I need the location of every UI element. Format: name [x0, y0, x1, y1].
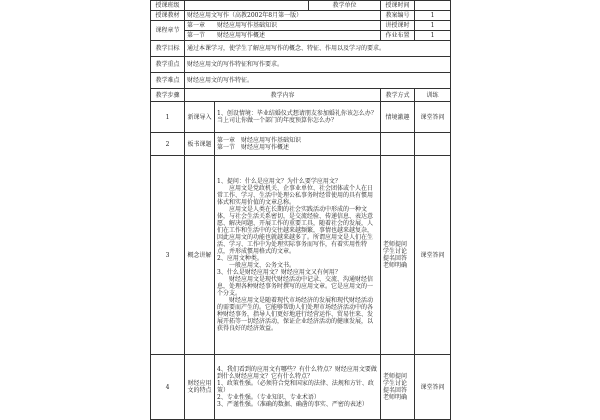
step-title: 财经应用文的特点 [185, 355, 215, 420]
header-row-textbook [151, 11, 451, 21]
step-training: 课堂答问 [415, 355, 451, 420]
step-method [381, 133, 415, 156]
step-title: 概念讲解 [185, 156, 215, 355]
step-no: 4 [151, 355, 185, 420]
step-row [151, 355, 451, 420]
step-method [381, 355, 415, 420]
key-text: 财经应用文的写作特征和写作要求。 [185, 57, 451, 73]
step-content [215, 156, 381, 355]
step-training: 课堂答问 [415, 156, 451, 355]
chapter-line-1: 第一章 财经应用写作基础知识 [185, 21, 381, 31]
class-label: 授课班级 [151, 1, 185, 11]
step-row [151, 133, 451, 156]
step-method [381, 156, 415, 355]
step-no: 3 [151, 156, 185, 355]
goal-text: 通过本课学习，使学生了解应用写作的概念、特征、作用以及学习的要求。 [185, 41, 451, 57]
goal-row [151, 41, 451, 57]
lesson-no-label: 教案编号 [381, 11, 415, 21]
col-method: 教学方式 [381, 89, 415, 102]
step-method: 情境激趣 [381, 102, 415, 133]
step-method-text: 老师提问 学生讨论 提名回答 老师明确 [383, 373, 408, 401]
hours-value: 1 [415, 21, 451, 31]
practice-value: 1 [415, 31, 451, 41]
chapter-line-2: 第一节 财经应用写作概述 [185, 31, 381, 41]
step-content-text: 4、我们看到的应用文有哪些？有什么特点？财经应用文要做到什么财经应用文？它有什么特点？ 1、政策性强。（必须符合党和国家的法律、法规和方针、政策） 2、专业性强。（专业知识、专业术语） 3、严谨性强。（准确的数据、确凿的事实、严密的表述） [217, 366, 377, 408]
step-row [151, 102, 451, 133]
step-title: 新课导入 [185, 102, 215, 133]
col-steps: 教学步骤 [151, 89, 185, 102]
key-row [151, 57, 451, 73]
difficulty-text: 财经应用文的写作特征。 [185, 73, 451, 89]
textbook-value: 财经应用文写作（高教2002年8月第一版） [185, 11, 381, 21]
header-row-section [151, 31, 451, 41]
practice-label: 作业布置 [381, 31, 415, 41]
chapter-label: 课程章节 [151, 21, 185, 41]
step-content-text: 1、提问：什么是应用文？为什么要学应用文？ 应用文是党政机关、企事业单位、社会团体或个人在日常工作、学习、生活中处理公私事务时经常使用的具有惯用体式和实用价值的文章总称。 应用文是人类在长期的社会实践活动中形成的一种文体，与社会生活关系密切，是交流经验、传递信息、表达意愿、解决问题、开展工作的重要工具，随着社会的发展，人们在工作和生活中的交往越来越频繁，事情也越来越复杂，因此应用文的功能也就越来越多了。所谓应用文是人们在生活、学习、工作中为处理实际事务而写作，有着实用性特点，并形成惯用格式的文章。 2、应用文种类。 一般应用文、公务文书。 3、什么是财经应用文？财经应用文又有何用？ 财经应用文是现代财经活动中记录、交流、沟通财经信息，处理各种财经事务时撰写的应用文章。它是应用文的一个分支。 财经应用文是随着现代市场经济的发展和现代财经活动的需要而产生的。它能够帮助人们处理市场经济活动中的各种财经事务，指导人们更好地进行经营运作、贸易往来、发展开拓等一切经济活动，保证企业经济活动的健康发展，以获得良好的经济效益。 [217, 178, 374, 332]
step-content [215, 355, 381, 420]
key-label: 教学重点 [151, 57, 185, 73]
step-method-text: 老师提问 学生讨论 提名回答 老师明确 [383, 241, 408, 269]
step-training: 课堂答问 [415, 102, 451, 133]
step-content-text: 1、创设情境：毕业结婚仪式想请朋友参加婚礼你该怎么办？当上司让你做一个部门的年度预算你怎么办？ [217, 110, 377, 124]
difficulty-label: 教学难点 [151, 73, 185, 89]
step-content-text: 第一章 财经应用写作基础知识 第一节 财经应用写作概述 [217, 137, 302, 151]
step-no: 2 [151, 133, 185, 156]
col-content: 教学内容 [185, 89, 381, 102]
class-value [185, 1, 309, 11]
textbook-label: 授课教材 [151, 11, 185, 21]
columns-header-row [151, 89, 451, 102]
hours-label: 讲授课时 [381, 21, 415, 31]
goal-label: 教学目标 [151, 41, 185, 57]
col-training: 训练 [415, 89, 451, 102]
lesson-plan-table [150, 0, 451, 420]
step-content [215, 133, 381, 156]
header-row-class [151, 1, 451, 11]
difficulty-row [151, 73, 451, 89]
step-training [415, 133, 451, 156]
header-row-chapter [151, 21, 451, 31]
teacher-label: 教学单位 [309, 1, 381, 11]
step-no: 1 [151, 102, 185, 133]
time-value [415, 1, 451, 11]
step-content [215, 102, 381, 133]
step-row [151, 156, 451, 355]
time-label: 授课时间 [381, 1, 415, 11]
lesson-no-value: 1 [415, 11, 451, 21]
step-title: 板书课题 [185, 133, 215, 156]
